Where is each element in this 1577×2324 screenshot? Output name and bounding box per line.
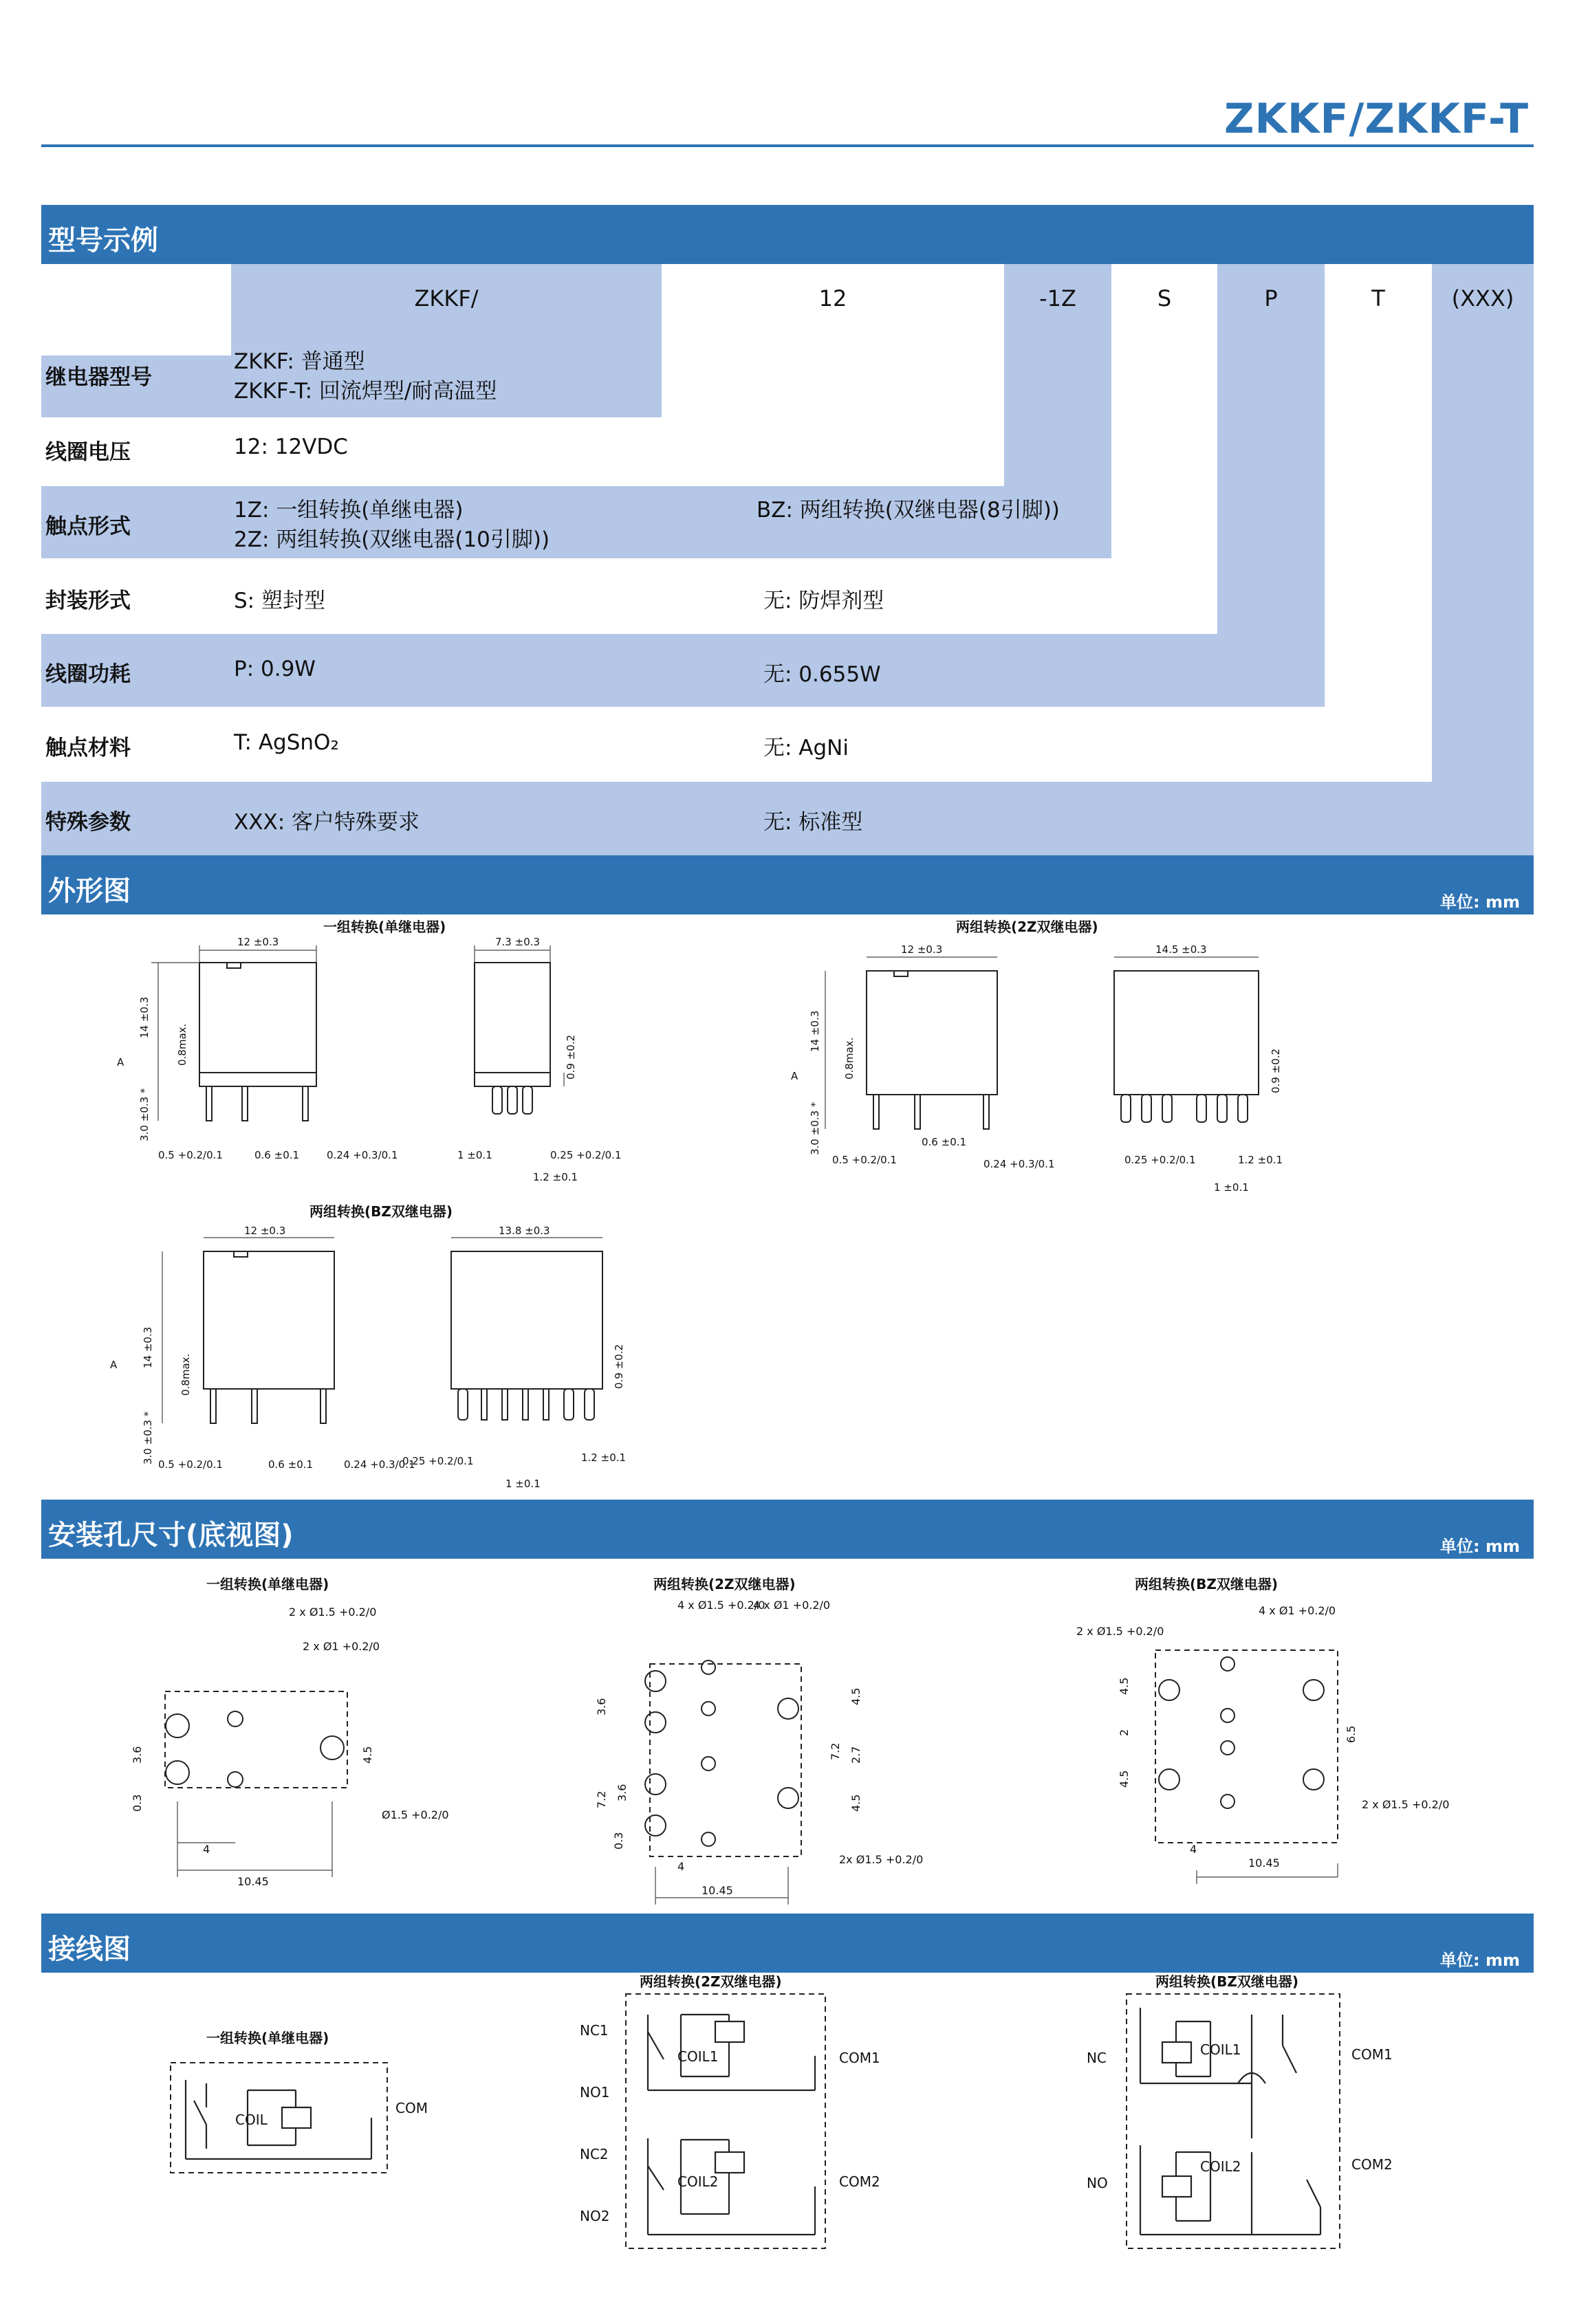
value-contact-form-1: 1Z: 一组转换(单继电器) xyxy=(234,498,464,523)
mount-dim-36-2z: 3.6 xyxy=(595,1698,608,1715)
code-power: P xyxy=(1264,285,1278,311)
value-package-2: 无: 防焊剂型 xyxy=(763,589,884,613)
mount-dim-45a-2z: 4.5 xyxy=(849,1687,862,1705)
value-special-1: XXX: 客户特殊要求 xyxy=(234,810,420,835)
mount-dim-36b-2z: 3.6 xyxy=(616,1784,629,1801)
wiring-label-coil1-bz: COIL1 xyxy=(1200,2041,1241,2058)
mount-dim-1045-2z: 10.45 xyxy=(702,1884,733,1897)
label-contact-form: 触点形式 xyxy=(45,514,131,539)
dim-08-2z: 0.8max. xyxy=(843,1037,856,1079)
dim-1-2z: 1 ±0.1 xyxy=(1214,1181,1249,1194)
mount-dim-03-2z: 0.3 xyxy=(612,1832,625,1850)
value-contact-form-2: 2Z: 两组转换(双继电器(10引脚)) xyxy=(234,527,550,552)
dim-width-12-single: 12 ±0.3 xyxy=(237,936,279,948)
label-contact-material: 触点材料 xyxy=(45,736,131,760)
dim-12-single: 1.2 ±0.1 xyxy=(533,1171,578,1183)
section-band-outline xyxy=(41,855,1534,914)
wiring-label-com2-bz: COM2 xyxy=(1351,2156,1393,2173)
dim-height-14-2z: 14 ±0.3 xyxy=(809,1010,821,1052)
mount-dim-45-single: 4.5 xyxy=(361,1746,374,1764)
value-contact-form-3: BZ: 两组转换(双继电器(8引脚)) xyxy=(757,498,1060,523)
wiring-label-com1-bz: COM1 xyxy=(1351,2046,1393,2063)
wiring-label-nc2: NC2 xyxy=(580,2146,609,2162)
mount-dim-4-bz: 4 xyxy=(1190,1843,1197,1856)
label-relay-type: 继电器型号 xyxy=(45,365,152,390)
dim-1-single: 1 ±0.1 xyxy=(457,1149,492,1161)
dim-1-bz: 1 ±0.1 xyxy=(505,1478,541,1490)
dim-025-bz: 0.25 +0.2/0.1 xyxy=(402,1455,474,1467)
fig-title-outline-2z: 两组转换(2Z双继电器) xyxy=(956,919,1098,935)
dim-025-single: 0.25 +0.2/0.1 xyxy=(550,1149,622,1161)
mount-dim-27-2z: 2.7 xyxy=(849,1746,862,1764)
wiring-label-no-bz: NO xyxy=(1087,2175,1108,2191)
mount-dim-1045-bz: 10.45 xyxy=(1248,1856,1280,1870)
dim-024-2z: 0.24 +0.3/0.1 xyxy=(983,1158,1055,1170)
section-title-wiring: 接线图 xyxy=(48,1933,131,1965)
label-a-2z: A xyxy=(791,1070,798,1082)
mount-dim-45a-bz: 4.5 xyxy=(1118,1677,1131,1695)
dim-height-14-bz: 14 ±0.3 xyxy=(142,1326,154,1368)
dim-30-bz: 3.0 ±0.3 * xyxy=(142,1411,154,1465)
section-band-ordering xyxy=(41,205,1534,264)
document-title: ZKKF/ZKKF-T xyxy=(1223,95,1529,143)
section-title-outline: 外形图 xyxy=(48,875,131,907)
label-a-single: A xyxy=(117,1056,124,1068)
hole-label-1x4-bz: 4 x Ø1 +0.2/0 xyxy=(1259,1604,1336,1617)
hole-label-15x4-2z: 4 x Ø1.5 +0.2/0 xyxy=(677,1599,765,1612)
fig-title-mount-bz: 两组转换(BZ双继电器) xyxy=(1135,1576,1279,1592)
mount-dim-72b-2z: 7.2 xyxy=(829,1742,842,1760)
dim-30-2z: 3.0 ±0.3 * xyxy=(809,1101,821,1155)
dim-12-2z: 1.2 ±0.1 xyxy=(1238,1154,1283,1166)
dim-width-145: 14.5 ±0.3 xyxy=(1155,943,1207,956)
dim-05-single: 0.5 +0.2/0.1 xyxy=(158,1149,223,1161)
code-special: (XXX) xyxy=(1451,285,1514,311)
label-coil-voltage: 线圈电压 xyxy=(45,440,131,465)
hole-label-15x2a-bz: 2 x Ø1.5 +0.2/0 xyxy=(1076,1625,1164,1638)
value-special-2: 无: 标准型 xyxy=(763,810,863,835)
header-rule xyxy=(41,144,1534,147)
code-material: T xyxy=(1371,285,1385,311)
wiring-diagrams xyxy=(0,1987,1577,2262)
dim-width-73: 7.3 ±0.3 xyxy=(495,936,541,948)
section-band-mounting xyxy=(41,1500,1534,1559)
dim-width-12-2z: 12 ±0.3 xyxy=(901,943,943,956)
mount-dim-45b-2z: 4.5 xyxy=(849,1794,862,1812)
code-voltage: 12 xyxy=(818,285,847,311)
mount-dim-4-2z: 4 xyxy=(677,1860,685,1873)
label-package: 封装形式 xyxy=(45,589,131,613)
mount-dim-2-bz: 2 xyxy=(1118,1729,1131,1736)
dim-height-14-single: 14 ±0.3 xyxy=(138,996,151,1038)
hole-label-15x2b-bz: 2 x Ø1.5 +0.2/0 xyxy=(1362,1798,1450,1811)
mounting-drawings xyxy=(0,1588,1577,1905)
section-band-wiring xyxy=(41,1914,1534,1973)
code-contact: -1Z xyxy=(1039,285,1076,311)
dim-09-bz: 0.9 ±0.2 xyxy=(613,1344,625,1389)
mount-dim-36-single: 3.6 xyxy=(131,1746,144,1764)
dim-024-single: 0.24 +0.3/0.1 xyxy=(327,1149,398,1161)
unit-label-wiring: 单位: mm xyxy=(1440,1951,1520,1970)
section-title-mounting: 安装孔尺寸(底视图) xyxy=(48,1520,294,1551)
dim-06-2z: 0.6 ±0.1 xyxy=(922,1136,967,1148)
hole-label-1x4-2z: 4 x Ø1 +0.2/0 xyxy=(753,1599,831,1612)
unit-label-outline: 单位: mm xyxy=(1440,892,1520,912)
dim-024-bz: 0.24 +0.3/0.1 xyxy=(344,1458,415,1471)
outline-drawings xyxy=(0,914,1577,1506)
fig-title-outline-bz: 两组转换(BZ双继电器) xyxy=(309,1203,453,1220)
dim-05-2z: 0.5 +0.2/0.1 xyxy=(832,1154,897,1166)
wiring-label-coil2-bz: COIL2 xyxy=(1200,2158,1241,2175)
value-coil-power-1: P: 0.9W xyxy=(234,657,316,681)
value-coil-power-2: 无: 0.655W xyxy=(763,662,881,687)
value-package-1: S: 塑封型 xyxy=(234,589,325,613)
unit-label-mounting: 单位: mm xyxy=(1440,1537,1520,1556)
mount-dim-45b-bz: 4.5 xyxy=(1118,1770,1131,1788)
dim-08-bz: 0.8max. xyxy=(180,1353,192,1396)
wiring-label-com2-2z: COM2 xyxy=(839,2173,880,2190)
hole-label-15x2-2z: 2x Ø1.5 +0.2/0 xyxy=(839,1853,924,1866)
dim-09-2z: 0.9 ±0.2 xyxy=(1270,1048,1282,1093)
mount-dim-03-single: 0.3 xyxy=(131,1794,144,1812)
mount-dim-1045-single: 10.45 xyxy=(237,1875,269,1888)
hole-label-1x2-single: 2 x Ø1 +0.2/0 xyxy=(303,1640,380,1653)
dim-12-bz: 1.2 ±0.1 xyxy=(581,1451,627,1464)
wiring-label-no1: NO1 xyxy=(580,2084,610,2101)
dim-width-138: 13.8 ±0.3 xyxy=(499,1225,550,1237)
dim-025-2z: 0.25 +0.2/0.1 xyxy=(1124,1154,1196,1166)
dim-05-bz: 0.5 +0.2/0.1 xyxy=(158,1458,223,1471)
wiring-label-coil: COIL xyxy=(235,2112,268,2128)
code-model: ZKKF/ xyxy=(414,285,479,311)
fig-title-wiring-single: 一组转换(单继电器) xyxy=(206,2030,329,2046)
value-contact-material-2: 无: AgNi xyxy=(763,736,849,760)
fig-title-mount-2z: 两组转换(2Z双继电器) xyxy=(653,1576,796,1592)
mount-dim-4-single: 4 xyxy=(203,1843,210,1856)
code-package: S xyxy=(1157,285,1172,311)
dim-width-12-bz: 12 ±0.3 xyxy=(244,1225,286,1237)
label-coil-power: 线圈功耗 xyxy=(45,662,131,687)
mount-dim-65-bz: 6.5 xyxy=(1345,1725,1358,1743)
label-special: 特殊参数 xyxy=(45,810,131,835)
wiring-label-coil2-2z: COIL2 xyxy=(677,2173,719,2190)
hole-label-15-single: Ø1.5 +0.2/0 xyxy=(382,1808,449,1821)
mount-dim-72a-2z: 7.2 xyxy=(595,1790,608,1808)
section-title-ordering: 型号示例 xyxy=(48,225,158,256)
wiring-label-com: COM xyxy=(395,2100,428,2116)
fig-title-wiring-bz: 两组转换(BZ双继电器) xyxy=(1155,1973,1299,1990)
wiring-label-com1-2z: COM1 xyxy=(839,2050,880,2066)
dim-06-single: 0.6 ±0.1 xyxy=(254,1149,300,1161)
wiring-label-no2: NO2 xyxy=(580,2208,610,2224)
fig-title-outline-single: 一组转换(单继电器) xyxy=(323,919,446,935)
wiring-label-nc1: NC1 xyxy=(580,2022,609,2039)
dim-08-single: 0.8max. xyxy=(176,1023,188,1066)
code-col-special xyxy=(1432,264,1534,855)
value-relay-type-2: ZKKF-T: 回流焊型/耐高温型 xyxy=(234,379,497,404)
value-relay-type-1: ZKKF: 普通型 xyxy=(234,349,365,374)
value-coil-voltage: 12: 12VDC xyxy=(234,435,348,459)
dim-30-single: 3.0 ±0.3 * xyxy=(138,1088,151,1141)
dim-09-single: 0.9 ±0.2 xyxy=(565,1034,577,1079)
label-a-bz: A xyxy=(110,1359,118,1371)
wiring-label-nc-bz: NC xyxy=(1087,2050,1107,2066)
hole-label-15x2-single: 2 x Ø1.5 +0.2/0 xyxy=(289,1605,377,1619)
fig-title-wiring-2z: 两组转换(2Z双继电器) xyxy=(640,1973,782,1990)
wiring-label-coil1-2z: COIL1 xyxy=(677,2048,719,2065)
fig-title-mount-single: 一组转换(单继电器) xyxy=(206,1576,329,1592)
dim-06-bz: 0.6 ±0.1 xyxy=(268,1458,314,1471)
value-contact-material-1: T: AgSnO₂ xyxy=(234,730,339,755)
